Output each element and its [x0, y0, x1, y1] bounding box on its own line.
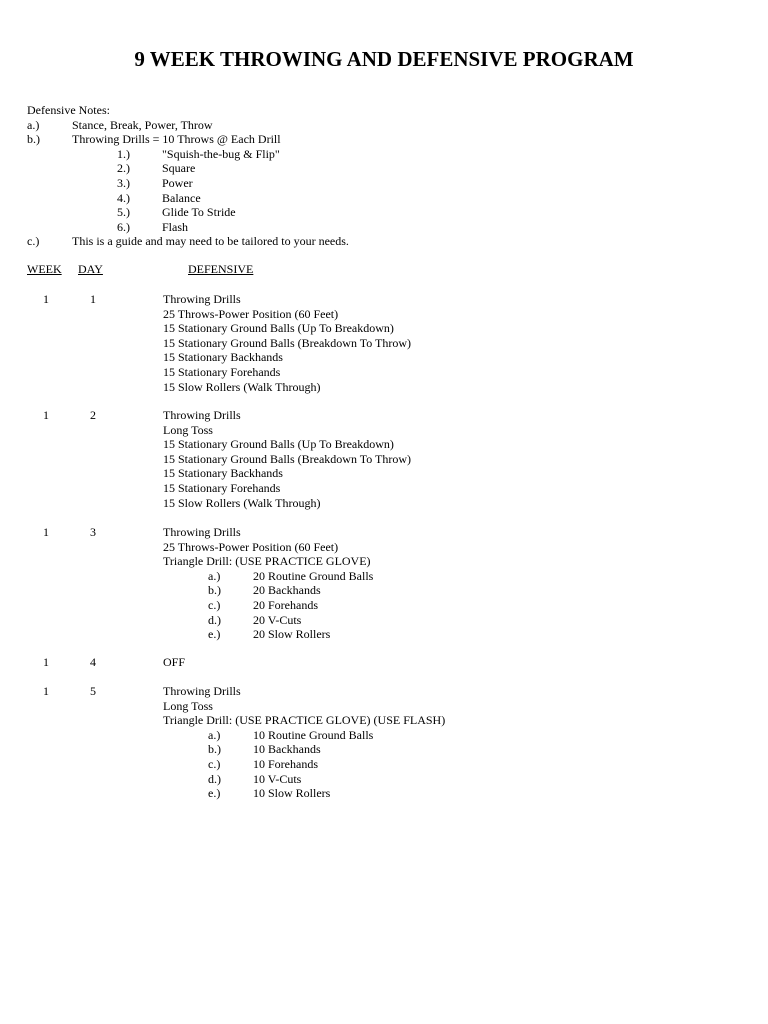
- drill-item: [27, 147, 747, 162]
- session-item: Triangle Drill: (USE PRACTICE GLOVE) (USE FLASH): [163, 713, 446, 728]
- sub-item-label: a.): [208, 727, 221, 742]
- note-a: [27, 118, 747, 133]
- week-column-header: WEEK: [27, 262, 62, 276]
- drill-item: [27, 220, 747, 235]
- defensive-notes: [27, 103, 747, 249]
- sub-item-label: c.): [208, 597, 221, 612]
- sub-item: [163, 742, 723, 757]
- drill-item: [27, 176, 747, 191]
- session-items: [163, 684, 723, 801]
- sub-item-text: 20 Backhands: [253, 583, 321, 598]
- drill-item: [27, 191, 747, 206]
- sub-item-text: 20 Routine Ground Balls: [253, 568, 374, 583]
- sub-item-label: d.): [208, 612, 221, 627]
- drill-number: 6.): [117, 219, 130, 234]
- session-item: 15 Stationary Backhands: [163, 466, 283, 481]
- week-number: 1: [43, 655, 49, 669]
- session-items: [163, 292, 723, 394]
- sub-item-text: 20 V-Cuts: [253, 612, 302, 627]
- week-number: 1: [43, 525, 49, 539]
- session-item: Throwing Drills: [163, 525, 241, 539]
- session-item: 15 Stationary Ground Balls (Breakdown To Throw): [163, 335, 412, 350]
- session-item: 15 Stationary Ground Balls (Up To Breakdown): [163, 437, 394, 452]
- session-item: Long Toss: [163, 422, 213, 437]
- session-item: 15 Stationary Ground Balls (Breakdown To Throw): [163, 451, 412, 466]
- session-item: Triangle Drill: (USE PRACTICE GLOVE): [163, 554, 371, 569]
- page-title: 9 WEEK THROWING AND DEFENSIVE PROGRAM: [134, 47, 634, 71]
- notes-heading: Defensive Notes:: [27, 103, 110, 117]
- sub-item-label: e.): [208, 786, 221, 801]
- drill-number: 2.): [117, 161, 130, 176]
- drill-number: 1.): [117, 146, 130, 161]
- drill-text: Glide To Stride: [162, 205, 236, 220]
- drill-number: 5.): [117, 205, 130, 220]
- drill-text: Flash: [162, 219, 189, 234]
- note-text: Throwing Drills = 10 Throws @ Each Drill: [72, 132, 281, 147]
- drill-item: [27, 205, 747, 220]
- sub-item-text: 20 Slow Rollers: [253, 627, 331, 642]
- drill-text: "Squish-the-bug & Flip": [162, 146, 280, 161]
- sub-item: [163, 569, 723, 584]
- day-number: 2: [90, 408, 96, 422]
- sub-item-label: e.): [208, 627, 221, 642]
- session-item: Throwing Drills: [163, 684, 241, 698]
- sub-item-text: 10 Backhands: [253, 742, 321, 757]
- sub-item-label: b.): [208, 583, 221, 598]
- defensive-column-header: DEFENSIVE: [188, 262, 254, 276]
- sub-item-label: c.): [208, 756, 221, 771]
- session-item: 15 Slow Rollers (Walk Through): [163, 495, 321, 510]
- day-column-header: DAY: [78, 262, 103, 276]
- note-text: This is a guide and may need to be tailored to your needs.: [72, 234, 349, 249]
- sub-item: [163, 583, 723, 598]
- session-item: 15 Stationary Forehands: [163, 480, 281, 495]
- sub-item: [163, 772, 723, 787]
- week-number: 1: [43, 292, 49, 306]
- note-c: [27, 234, 747, 249]
- drill-text: Power: [162, 175, 193, 190]
- note-label: b.): [27, 132, 40, 147]
- week-number: 1: [43, 408, 49, 422]
- note-text: Stance, Break, Power, Throw: [72, 117, 213, 132]
- session-items: [163, 408, 723, 510]
- drill-number: 4.): [117, 190, 130, 205]
- session-item: Throwing Drills: [163, 292, 241, 306]
- drill-text: Square: [162, 161, 196, 176]
- session-item: 15 Stationary Ground Balls (Up To Breakdown): [163, 321, 394, 336]
- schedule-header: [27, 262, 747, 277]
- sub-item: [163, 728, 723, 743]
- day-number: 1: [90, 292, 96, 306]
- note-label: a.): [27, 117, 40, 132]
- session-item: 15 Stationary Forehands: [163, 364, 281, 379]
- session-item: 25 Throws-Power Position (60 Feet): [163, 539, 339, 554]
- sub-item-text: 10 V-Cuts: [253, 771, 302, 786]
- sub-item: [163, 757, 723, 772]
- note-b: [27, 132, 747, 147]
- session-item: Throwing Drills: [163, 408, 241, 422]
- sub-item-text: 20 Forehands: [253, 597, 318, 612]
- drill-text: Balance: [162, 190, 201, 205]
- sub-item-text: 10 Forehands: [253, 756, 318, 771]
- sub-item-text: 10 Routine Ground Balls: [253, 727, 374, 742]
- drill-number: 3.): [117, 175, 130, 190]
- session-item: OFF: [163, 655, 186, 669]
- sub-item-label: d.): [208, 771, 221, 786]
- sub-item-text: 10 Slow Rollers: [253, 786, 331, 801]
- note-label: c.): [27, 234, 40, 249]
- day-number: 3: [90, 525, 96, 539]
- sub-item-label: b.): [208, 742, 221, 757]
- sub-item: [163, 627, 723, 642]
- session-items: [163, 655, 723, 670]
- session-item: 15 Stationary Backhands: [163, 350, 283, 365]
- week-number: 1: [43, 684, 49, 698]
- day-number: 5: [90, 684, 96, 698]
- sub-item-label: a.): [208, 568, 221, 583]
- sub-item: [163, 613, 723, 628]
- day-number: 4: [90, 655, 96, 669]
- session-item: 25 Throws-Power Position (60 Feet): [163, 306, 339, 321]
- drill-item: [27, 161, 747, 176]
- session-item: 15 Slow Rollers (Walk Through): [163, 379, 321, 394]
- session-item: Long Toss: [163, 698, 213, 713]
- session-items: [163, 525, 723, 642]
- sub-item: [163, 598, 723, 613]
- sub-item: [163, 786, 723, 801]
